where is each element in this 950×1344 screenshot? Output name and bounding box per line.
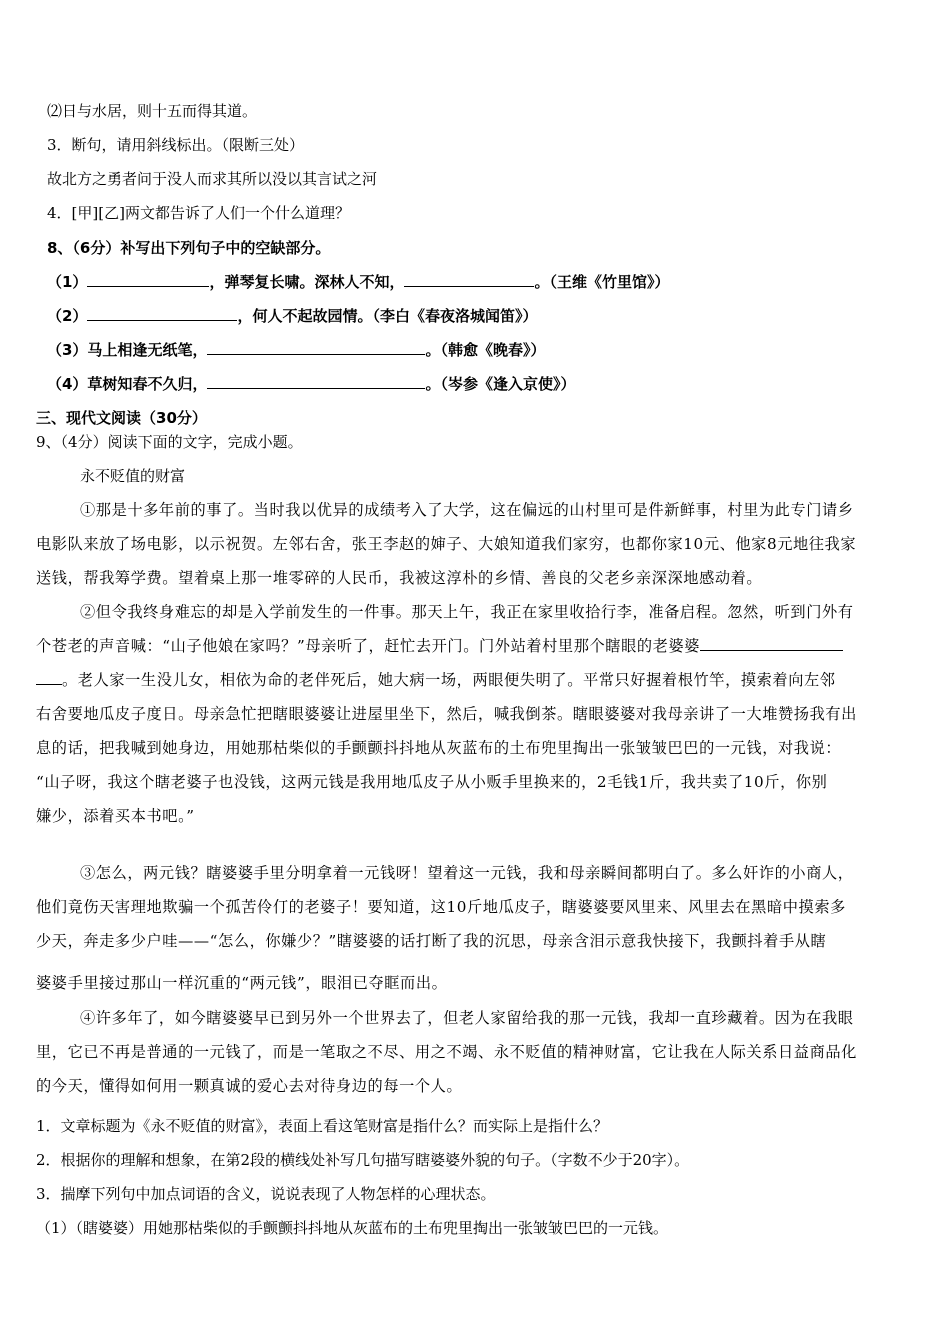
article-line: 婆婆手里接过那山一样沉重的“两元钱”，眼泪已夺眶而出。 (36, 974, 448, 992)
q8-item-1 (47, 272, 669, 292)
article-line-text: 个苍老的声音喊：“山子他娘在家吗？”母亲听了，赶忙去开门。门外站着村里那个瞎眼的老婆婆 (36, 637, 701, 655)
question-8-header: 8、（6分）补写出下列句子中的空缺部分。 (47, 239, 331, 257)
q8-item-1-source: 。（王维《竹里馆》） (534, 273, 670, 291)
article-line: 他们竟伤天害理地欺骗一个孤苦伶仃的老婆子！要知道，这10斤地瓜皮子，瞎婆婆要风里来、风里去在黑暗中摸索多 (36, 898, 846, 916)
question-3-punctuation: 3．断句，请用斜线标出。（限断三处） (47, 136, 305, 154)
article-line: 少天，奔走多少户哇——“怎么，你嫌少？”瞎婆婆的话打断了我的沉思，母亲含泪示意我快接下，我颤抖着手从瞎 (36, 932, 827, 950)
article-line (36, 636, 843, 656)
article-line: 的今天，懂得如何用一颗真诚的爱心去对待身边的每一个人。 (36, 1077, 463, 1095)
classical-item-2: ⑵日与水居，则十五而得其道。 (47, 102, 258, 120)
q9-subquestion-3-item-1: （1）（瞎婆婆）用她那枯柴似的手颤颤抖抖地从灰蓝布的土布兜里掏出一张皱皱巴巴的一元钱。 (36, 1219, 669, 1237)
article-title: 永不贬值的财富 (80, 467, 186, 485)
article-line: ④许多年了，如今瞎婆婆早已到另外一个世界去了，但老人家留给我的那一元钱，我却一直珍藏着。因为在我眼 (80, 1009, 854, 1027)
answer-blank[interactable] (87, 272, 209, 287)
answer-blank[interactable] (700, 636, 843, 651)
q8-item-4 (47, 374, 575, 394)
q8-item-1-prefix: （1） (47, 273, 88, 291)
q9-subquestion-1: 1．文章标题为《永不贬值的财富》，表面上看这笔财富是指什么？而实际上是指什么？ (36, 1117, 609, 1135)
article-line: 息的话，把我喊到她身边，用她那枯柴似的手颤颤抖抖地从灰蓝布的土布兜里掏出一张皱皱巴巴的一元钱，对我说： (36, 739, 842, 757)
article-line: 右舍要地瓜皮子度日。母亲急忙把瞎眼婆婆让进屋里坐下，然后，喊我倒茶。瞎眼婆婆对我母亲讲了一大堆赞扬我有出 (36, 705, 857, 723)
q8-item-3-prefix: （3）马上相逢无纸笔， (47, 341, 208, 359)
article-line: 里，它已不再是普通的一元钱了，而是一笔取之不尽、用之不竭、永不贬值的精神财富，它让我在人际关系日益商品化 (36, 1043, 857, 1061)
q8-item-2 (47, 306, 537, 326)
article-line (36, 670, 836, 690)
article-line: 电影队来放了场电影，以示祝贺。左邻右舍，张王李赵的婶子、大娘知道我们家穷，也都你家10元、他家8元地往我家 (36, 535, 857, 553)
answer-blank[interactable] (207, 340, 425, 355)
article-line: 送钱，帮我筹学费。望着桌上那一堆零碎的人民币，我被这淳朴的乡情、善良的父老乡亲深深地感动着。 (36, 569, 763, 587)
answer-blank[interactable] (36, 670, 62, 685)
article-line: “山子呀，我这个瞎老婆子也没钱，这两元钱是我用地瓜皮子从小贩手里换来的，2毛钱1斤，我共卖了10斤，你别 (36, 773, 828, 791)
article-line: 嫌少，添着买本书吧。” (36, 807, 195, 825)
q8-item-4-source: 。（岑参《逢入京使》） (425, 375, 576, 393)
section-3-title: 三、现代文阅读（30分） (36, 409, 207, 427)
answer-blank[interactable] (87, 306, 237, 321)
article-line: ①那是十多年前的事了。当时我以优异的成绩考入了大学，这在偏远的山村里可是件新鲜事，村里为此专门请乡 (80, 501, 854, 519)
answer-blank[interactable] (207, 374, 425, 389)
q8-item-2-prefix: （2） (47, 307, 88, 325)
article-line-text: 。老人家一生没儿女，相依为命的老伴死后，她大病一场，两眼便失明了。平常只好握着根竹竿，摸索着向左邻 (62, 671, 836, 689)
q8-item-4-prefix: （4）草树知春不久归， (47, 375, 208, 393)
question-4: 4．[甲][乙]两文都告诉了人们一个什么道理？ (47, 204, 350, 222)
q8-item-3 (47, 340, 545, 360)
q9-subquestion-2: 2．根据你的理解和想象，在第2段的横线处补写几句描写瞎婆婆外貌的句子。（字数不少于20字）。 (36, 1151, 690, 1169)
article-line: ②但令我终身难忘的却是入学前发生的一件事。那天上午，我正在家里收拾行李，准备启程。忽然，听到门外有 (80, 603, 854, 621)
question-9-header: 9、（4分）阅读下面的文字，完成小题。 (36, 433, 303, 451)
article-line: ③怎么，两元钱？瞎婆婆手里分明拿着一元钱呀！望着这一元钱，我和母亲瞬间都明白了。多么奸诈的小商人， (80, 864, 854, 882)
q9-subquestion-3: 3．揣摩下列句中加点词语的含义，说说表现了人物怎样的心理状态。 (36, 1185, 496, 1203)
q8-item-1-middle: ，弹琴复长啸。深林人不知， (209, 273, 405, 291)
answer-blank[interactable] (404, 272, 534, 287)
question-3-text: 故北方之勇者问于没人而求其所以没以其言试之河 (47, 170, 378, 188)
q8-item-3-source: 。（韩愈《晚春》） (425, 341, 546, 359)
q8-item-2-source: ，何人不起故园情。（李白《春夜洛城闻笛》） (237, 307, 538, 325)
